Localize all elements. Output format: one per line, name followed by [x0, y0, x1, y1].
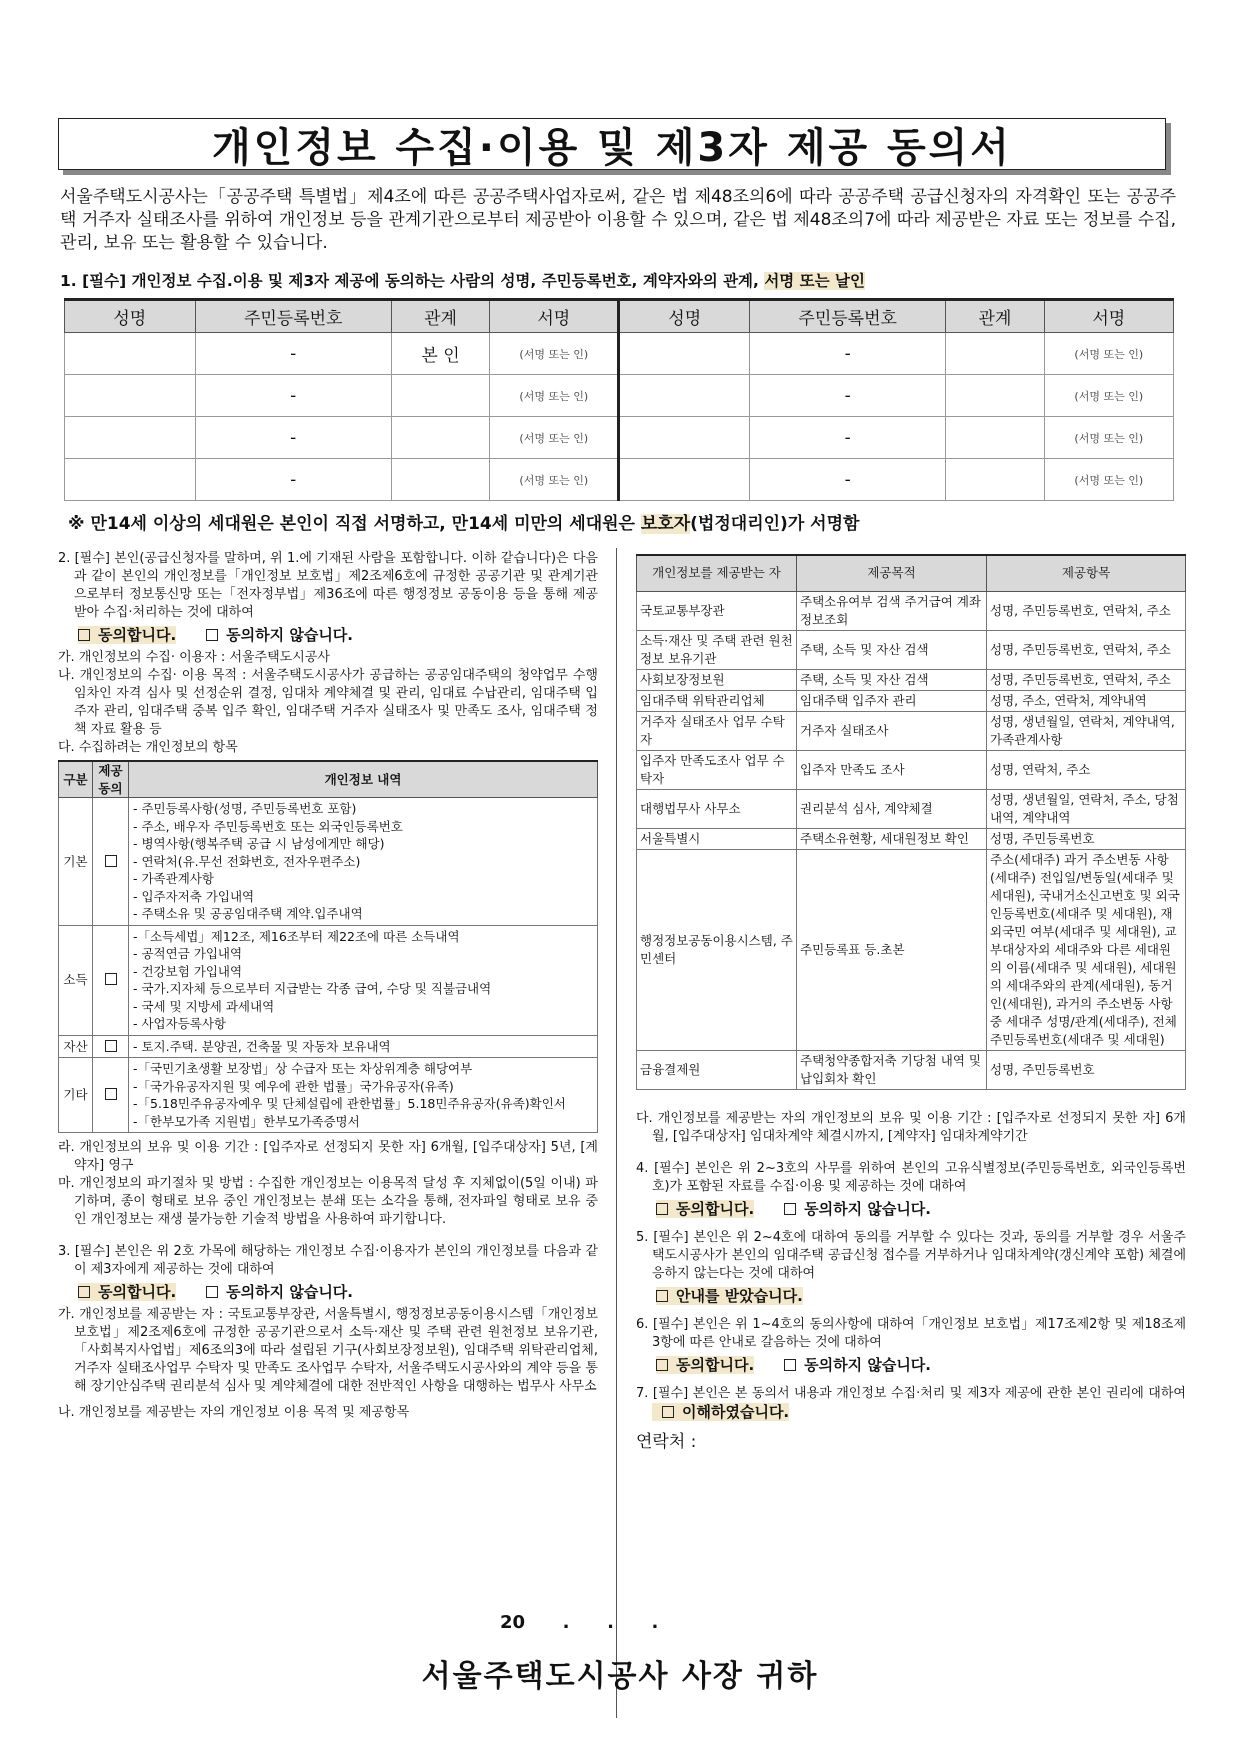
table-row: 자산 - 토지.주택. 분양권, 건축물 및 자동차 보유내역 [59, 1035, 598, 1058]
col-header-items: 제공항목 [987, 555, 1186, 591]
sign-cell[interactable]: (서명 또는 인) [1044, 333, 1173, 375]
section-2-ra: 라. 개인정보의 보유 및 이용 기간 : [입주자로 선정되지 못한 자] 6개월, [입주대상자] 5년, [계약자] 영구 [58, 1140, 598, 1173]
section-3-ga: 가. 개인정보를 제공받는 자 : 국토교통부장관, 서울특별시, 행정정보공동이용시스템「개인정보 보호법」제2조제6호에 규정한 공공기관으로서 소득·재산 및 주택 관련 원천정보 보유기관,「사회복지사업법」제6조의3에 따라 설립된 기구(사회보장정보원), 임대주택 위탁관리업체, 거주자 실태조사업무 수탁자 및 만족도 조사업무 수탁자, 서울주택도시공사와의 계약 등을 통해 장기안심주택 권리분석 심사 및 계약체결에 대한 전반적인 사항을 대행하는 법무사 사무소 [58, 1307, 598, 1394]
col-header-details: 개인정보 내역 [129, 761, 598, 798]
section-7-text: 7. [필수] 본인은 본 동의서 내용과 개인정보 수집·처리 및 제3자 제공에 관한 본인 권리에 대하여 이해하였습니다. [636, 1385, 1186, 1421]
disagree-checkbox[interactable]: 동의하지 않습니다. [206, 626, 353, 644]
section-3-na: 나. 개인정보를 제공받는 자의 개인정보 이용 목적 및 제공항목 [58, 1405, 410, 1420]
section-5-consent [656, 1287, 1186, 1305]
table-row: 금융결제원 주택청약종합저축 기당첨 내역 및 납입회차 확인 성명, 주민등록번호 [637, 1050, 1186, 1089]
item-list: -「소득세법」제12조, 제16조부터 제22조에 따른 소득내역 - 공적연금 가입내역 - 건강보험 가입내역 - 국가.지자체 등으로부터 지급받는 각종 급여, 수당 및 직불금내역 - 국세 및 지방세 과세내역 - 사업자등록사항 [133, 928, 492, 1031]
consent-checkbox[interactable] [105, 1088, 117, 1100]
section-2-consent [78, 626, 598, 644]
col-header-sign: 서명 [1044, 300, 1173, 333]
addressee: 서울주택도시공사 사장 귀하 [421, 1659, 819, 1694]
relation-cell[interactable] [946, 333, 1044, 375]
sign-cell[interactable]: (서명 또는 인) [490, 417, 619, 459]
table-row: 거주자 실태조사 업무 수탁자 거주자 실태조사 성명, 생년월일, 연락처, 계약내역, 가족관계사항 [637, 711, 1186, 750]
section-3-text: 3. [필수] 본인은 위 2호 가목에 해당하는 개인정보 수집·이용자가 본인의 개인정보를 다음과 같이 제3자에게 제공하는 것에 대하여 [58, 1244, 598, 1277]
rrn-cell[interactable]: - [750, 333, 946, 375]
section-2-na: 나. 개인정보의 수집· 이용 목적 : 서울주택도시공사가 공급하는 공공임대주택의 청약업무 수행 임차인 자격 심사 및 선정순위 결정, 임대차 계약체결 및 관리, 임대료 수납관리, 임대주택 입주자 관리, 임대주택 중복 입주 확인, 임대주택 거주자 실태조사 및 만족도 조사, 임대주택 정책 자료 활용 등 [58, 668, 598, 737]
section-3-consent [78, 1283, 598, 1301]
sign-cell[interactable]: (서명 또는 인) [1044, 459, 1173, 501]
consent-checkbox[interactable] [105, 973, 117, 985]
section-1-heading: 1. [필수] 개인정보 수집.이용 및 제3자 제공에 동의하는 사람의 성명, 주민등록번호, 계약자와의 관계, 서명 또는 날인 [60, 272, 865, 290]
table-row: 행정정보공동이용시스템, 주민센터 주민등록표 등.초본 주소(세대주) 과거 주소변동 사항(세대주) 전입일/변동일(세대주 및 세대원), 국내거소신고번호 및 외국인등록번호(세대주 및 세대원), 재외국민 여부(세대주 및 세대원), 교부대상자외 세대주와 다른 세대원의 이름(세대주 및 세대원), 세대원의 세대주와의 관계(세대원), 동거인(세대원), 과거의 주소변동 사항 중 세대주 성명/관계(세대주), 전체 주민등록번호(세대주 및 세대원) [637, 849, 1186, 1050]
table-row: 대행법무사 사무소 권리분석 심사, 계약체결 성명, 생년월일, 연락처, 주소, 당첨내역, 계약내역 [637, 789, 1186, 828]
rrn-cell[interactable]: - [195, 459, 391, 501]
table-row [65, 459, 1174, 501]
col-header-category: 구분 [59, 761, 93, 798]
table-row: 임대주택 위탁관리업체 임대주택 입주자 관리 성명, 주소, 연락처, 계약내역 [637, 690, 1186, 711]
agree-checkbox[interactable]: 동의합니다. [656, 1200, 754, 1218]
col-header-sign: 서명 [490, 300, 619, 333]
col-header-rrn: 주민등록번호 [195, 300, 391, 333]
consent-checkbox[interactable] [105, 855, 117, 867]
section-5-text: 5. [필수] 본인은 위 2~4호에 대하여 동의를 거부할 수 있다는 것과, 동의를 거부할 경우 서울주택도시공사가 본인의 임대주택 공급신청 접수를 거부하거나 임대차계약(갱신계약 포함) 체결에 응하지 않는다는 것에 대하여 [636, 1229, 1186, 1281]
collected-items-table [58, 760, 598, 1133]
right-column [636, 554, 1186, 1451]
agree-checkbox[interactable]: 동의합니다. [78, 626, 176, 644]
table-row: 입주자 만족도조사 업무 수탁자 입주자 만족도 조사 성명, 연락처, 주소 [637, 750, 1186, 789]
section-3-da: 다. 개인정보를 제공받는 자의 개인정보의 보유 및 이용 기간 : [입주자로 선정되지 못한 자] 6개월, [입주대상자] 임대차계약 체결시까지, [계약자] 임대차계약기간 [636, 1110, 1186, 1144]
section-2-da: 다. 수집하려는 개인정보의 항목 [58, 740, 238, 755]
disagree-checkbox[interactable]: 동의하지 않습니다. [784, 1200, 931, 1218]
sign-cell[interactable]: (서명 또는 인) [490, 375, 619, 417]
table-row: 서울특별시 주택소유현황, 세대원정보 확인 성명, 주민등록번호 [637, 828, 1186, 849]
table-row [65, 333, 1174, 375]
col-header-recipient: 개인정보를 제공받는 자 [637, 555, 797, 591]
name-cell[interactable] [65, 417, 196, 459]
name-cell[interactable] [619, 375, 750, 417]
rrn-cell[interactable]: - [750, 459, 946, 501]
guardian-notice: ※ 만14세 이상의 세대원은 본인이 직접 서명하고, 만14세 미만의 세대원은 보호자(법정대리인)가 서명함 [68, 514, 860, 534]
table-row [65, 375, 1174, 417]
relation-cell[interactable]: 본 인 [391, 333, 489, 375]
table-row: 기타 -「국민기초생활 보장법」상 수급자 또는 차상위계층 해당여부 -「국가유공자지원 및 예우에 관한 법률」국가유공자(유족) -「5.18민주유공자예우 및 단체설립에 관한법률」5.18민주유공자(유족)확인서 -「한부모가족 지원법」한부모가족증명서 [59, 1058, 598, 1133]
agree-checkbox[interactable]: 동의합니다. [78, 1283, 176, 1301]
consent-checkbox[interactable] [105, 1040, 117, 1052]
col-header-name: 성명 [619, 300, 750, 333]
column-divider [616, 548, 617, 1718]
item-list: -「국민기초생활 보장법」상 수급자 또는 차상위계층 해당여부 -「국가유공자지원 및 예우에 관한 법률」국가유공자(유족) -「5.18민주유공자예우 및 단체설립에 관한법률」5.18민주유공자(유족)확인서 -「한부모가족 지원법」한부모가족증명서 [133, 1061, 566, 1129]
section-2-text: 2. [필수] 본인(공급신청자를 말하며, 위 1.에 기재된 사람을 포함합니다. 이하 같습니다)은 다음과 같이 본인의 개인정보를「개인정보 보호법」제2조제6호에 규정한 공공기관 및 관계기관으로부터 정보통신망 또는「전자정부법」제36조에 따른 행정정보 공동이용 등을 통해 제공받아 수집·처리하는 것에 대하여 [58, 551, 598, 620]
disagree-checkbox[interactable]: 동의하지 않습니다. [206, 1283, 353, 1301]
col-header-rrn: 주민등록번호 [750, 300, 946, 333]
left-column [58, 550, 598, 1422]
section-4-consent [656, 1200, 1186, 1218]
signature-table [64, 298, 1174, 501]
relation-cell[interactable] [946, 417, 1044, 459]
section-6-text: 6. [필수] 본인은 위 1~4호의 동의사항에 대하여「개인정보 보호법」제17조제2항 및 제18조제3항에 따른 안내로 갈음하는 것에 대하여 [636, 1316, 1186, 1350]
agree-checkbox[interactable]: 동의합니다. [656, 1356, 754, 1374]
col-header-relation: 관계 [391, 300, 489, 333]
recipients-table [636, 554, 1186, 1090]
document-title: 개인정보 수집·이용 및 제3자 제공 동의서 [58, 118, 1166, 170]
rrn-cell[interactable]: - [750, 417, 946, 459]
sign-cell[interactable]: (서명 또는 인) [1044, 417, 1173, 459]
table-row: 소득·재산 및 주택 관련 원천정보 보유기관 주택, 소득 및 자산 검색 성명, 주민등록번호, 연락처, 주소 [637, 630, 1186, 669]
name-cell[interactable] [619, 417, 750, 459]
col-header-name: 성명 [65, 300, 196, 333]
sign-cell[interactable]: (서명 또는 인) [490, 333, 619, 375]
understood-checkbox[interactable]: 이해하였습니다. [652, 1403, 789, 1421]
col-header-relation: 관계 [946, 300, 1044, 333]
sign-cell[interactable]: (서명 또는 인) [490, 459, 619, 501]
relation-cell[interactable] [946, 459, 1044, 501]
name-cell[interactable] [619, 459, 750, 501]
item-list: - 주민등록사항(성명, 주민등록번호 포함) - 주소, 배우자 주민등록번호 또는 외국인등록번호 - 병역사항(행복주택 공급 시 남성에게만 해당) - 연락처(유.무선 전화번호, 전자우편주소) - 가족관계사항 - 입주자저축 가입내역 - 주택소유 및 공공임대주택 계약.입주내역 [133, 801, 403, 921]
table-row: 기본 - 주민등록사항(성명, 주민등록번호 포함) - 주소, 배우자 주민등록번호 또는 외국인등록번호 - 병역사항(행복주택 공급 시 남성에게만 해당) - 연락처(유.무선 전화번호, 전자우편주소) - 가족관계사항 - 입주자저축 가입내역 - 주택소유 및 공공임대주택 계약.입주내역 [59, 798, 598, 926]
contact-field[interactable]: 연락처 : [636, 1431, 697, 1452]
date-field[interactable]: 20 . . . [500, 1612, 659, 1633]
relation-cell[interactable] [391, 375, 489, 417]
intro-paragraph: 서울주택도시공사는「공공주택 특별법」제4조에 따른 공공주택사업자로써, 같은 법 제48조의6에 따라 공공주택 공급신청자의 자격확인 또는 공공주택 거주자 실태조사를 위하여 개인정보 등을 관계기관으로부터 제공받아 이용할 수 있으며, 같은 법 제48조의7에 따라 제공받은 자료 또는 정보를 수집, 관리, 보유 또는 활용할 수 있습니다. [60, 187, 1176, 253]
name-cell[interactable] [65, 459, 196, 501]
item-list: - 토지.주택. 분양권, 건축물 및 자동차 보유내역 [133, 1038, 391, 1054]
name-cell[interactable] [65, 375, 196, 417]
relation-cell[interactable] [391, 417, 489, 459]
name-cell[interactable] [65, 333, 196, 375]
rrn-cell[interactable]: - [195, 333, 391, 375]
section-2-ma: 마. 개인정보의 파기절차 및 방법 : 수집한 개인정보는 이용목적 달성 후 지체없이(5일 이내) 파기하며, 종이 형태로 보유 중인 개인정보는 분쇄 또는 소각을 통해, 전자파일 형태로 보유 중인 개인정보는 재생 불가능한 기술적 방법을 사용하여 파기합니다. [58, 1176, 598, 1227]
rrn-cell[interactable]: - [750, 375, 946, 417]
rrn-cell[interactable]: - [195, 375, 391, 417]
acknowledge-checkbox[interactable]: 안내를 받았습니다. [656, 1287, 803, 1305]
sign-cell[interactable]: (서명 또는 인) [1044, 375, 1173, 417]
table-row: 국토교통부장관 주택소유여부 검색 주거급여 계좌정보조회 성명, 주민등록번호, 연락처, 주소 [637, 591, 1186, 630]
section-4-text: 4. [필수] 본인은 위 2~3호의 사무를 위하여 본인의 고유식별정보(주민등록번호, 외국인등록번호)가 포함된 자료를 수집·이용 및 제공하는 것에 대하여 [636, 1160, 1186, 1194]
relation-cell[interactable] [391, 459, 489, 501]
table-row [65, 417, 1174, 459]
rrn-cell[interactable]: - [195, 417, 391, 459]
section-2-ga: 가. 개인정보의 수집· 이용자 : 서울주택도시공사 [58, 650, 330, 665]
disagree-checkbox[interactable]: 동의하지 않습니다. [784, 1356, 931, 1374]
col-header-consent: 제공 동의 [93, 761, 129, 798]
name-cell[interactable] [619, 333, 750, 375]
table-row: 소득 -「소득세법」제12조, 제16조부터 제22조에 따른 소득내역 - 공적연금 가입내역 - 건강보험 가입내역 - 국가.지자체 등으로부터 지급받는 각종 급여, 수당 및 직불금내역 - 국세 및 지방세 과세내역 - 사업자등록사항 [59, 925, 598, 1035]
col-header-purpose: 제공목적 [797, 555, 987, 591]
section-6-consent [656, 1356, 1186, 1374]
relation-cell[interactable] [946, 375, 1044, 417]
table-row: 사회보장정보원 주택, 소득 및 자산 검색 성명, 주민등록번호, 연락처, 주소 [637, 669, 1186, 690]
